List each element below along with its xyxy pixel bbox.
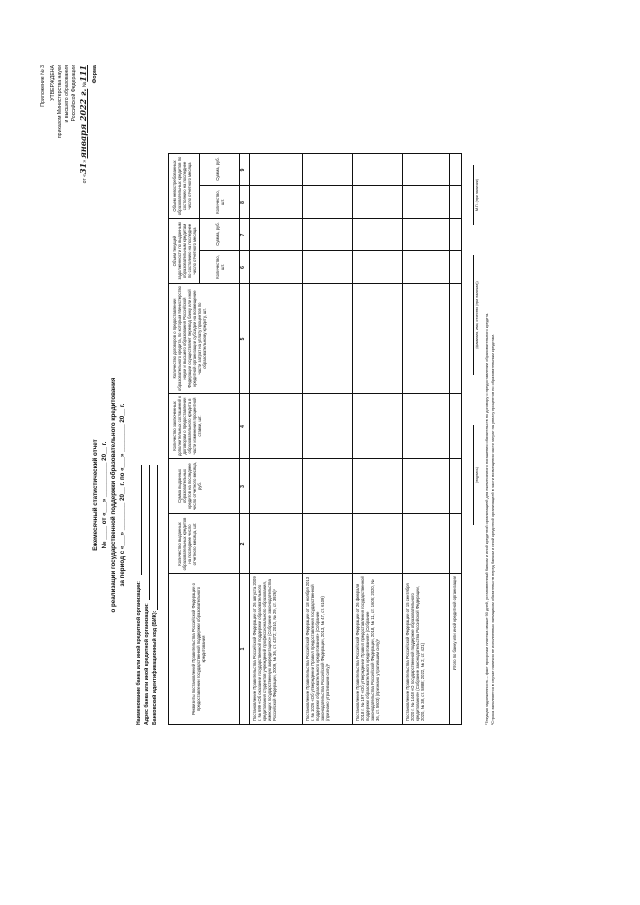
header-group-6: Объем текущей задолженности по выданным образовательным кредитам по состоянию на последнее число отчетного месяца [172, 222, 198, 280]
header-col-1: Реквизиты постановлений Правительства Российской Федерации о предоставлении государственной поддержки образовательного кредитования [191, 583, 207, 715]
col-divider [169, 573, 461, 574]
col-number-2: 2 [240, 542, 246, 546]
bank-name-underline [141, 465, 142, 575]
table-row-1-label: Постановление Правительства Российской Федерации от 26 августа 2009 г. № 699 «Об оказании государственной поддержки образовательного кредитования студентов учреждений профессионального образования, имеющих государственную аккредитацию» (Собрание законодательства Российской Федерации, 2009, № 36, ст. 4372; 2010, № 29, ст. 3926)¹ [252, 576, 278, 721]
header-col-5: Количество договоров о предоставлении образовательного кредита, по которым Министерство науки и высшего образования Российской Федерации осуществляет перевод банку или иной кредитной организации субсидии на возмещение части затрат на уплату процентов по образовательному кредиту, шт. [172, 286, 208, 391]
bank-fields [135, 465, 159, 725]
bik-label: Банковский идентификационный код (БИК): [152, 610, 159, 725]
footnotes [484, 125, 496, 725]
handwritten-month-year: января 2022 г. [78, 88, 89, 159]
order-line-2: и высшего образования [64, 65, 71, 123]
col-number-7: 7 [240, 233, 246, 237]
title-line-3: о реализации государственной поддержки образовательного кредитования [109, 377, 117, 613]
subheader-sum-9: Сумма, руб. [215, 157, 220, 181]
title-line-1: Ежемесячный статистический отчет [92, 439, 99, 551]
header-col-4: Количество заключенных дополнительных соглашений к договорам о предоставлении образовательного кредита в части изменения процентной ставки, шт. [172, 396, 203, 456]
handwritten-day: 31 [78, 162, 89, 174]
subheader-sum-7: Сумма, руб. [215, 222, 220, 246]
signature-line [473, 425, 474, 525]
table-total-label: Итого по банку или иной кредитной организации [452, 576, 457, 671]
col-number-9: 9 [240, 168, 246, 172]
fio-caption: (фамилия, имя, отчество (при наличии)) [475, 281, 479, 349]
title-line-4: за период с «___» ________ 20__ г. по «___» ________ 20__ г. [118, 403, 126, 587]
appendix-block [40, 65, 89, 205]
row-line [302, 154, 303, 724]
header-col-3: Сумма выданных образовательных кредитов на последнее число отчетного месяца, руб. [177, 461, 203, 511]
date-mid: » [82, 159, 89, 163]
table-row-3-label: Постановление Правительства Российской Федерации от 26 февраля 2018 г. № 197 «Об утверждении Правил предоставления государственной поддержки образовательного кредитования» (Собрание законодательства Российской Федерации, 2018, № 11, ст. 1605; 2020, № 36, ст. 5603) (признано утратившим силу)² [355, 576, 381, 721]
bank-name-label: Наименование банка или иной кредитной организации: [136, 581, 142, 725]
col-number-4: 4 [240, 425, 246, 428]
subheader-count-8: Количество, шт. [215, 190, 226, 214]
bank-address-label: Адрес банка или иной кредитной организации: [144, 603, 151, 725]
table-row-2-label: Постановление Правительства Российской Федерации от 18 ноября 2013 г. № 1026 «Об утверждении Правил предоставления государственной поддержки образовательного кредитования» (Собрание законодательства Российской Федерации, 2013, № 47, ст. 6109) (признано утратившим силу)² [305, 576, 331, 721]
stamp-caption: М.П. (при наличии) [475, 179, 479, 211]
col-number-6: 6 [240, 266, 246, 269]
bank-address-underline [149, 465, 150, 600]
group-header-divider [199, 154, 200, 284]
col-number-1: 1 [240, 647, 246, 651]
stamp-line [473, 165, 474, 225]
form-label: Форма [92, 65, 98, 84]
order-date-line [78, 65, 89, 205]
appendix-number: Приложение № 3 [40, 65, 46, 107]
row-line [352, 154, 353, 724]
row-line [449, 154, 450, 724]
report-title [92, 315, 128, 675]
title-line-2: № ____ от «___» __________ 20__ г. [100, 441, 108, 549]
date-prefix: от « [82, 173, 89, 184]
header-group-8: Объем невострeбованных образовательных кредитов по состоянию на последнее число отчетного месяца [172, 156, 193, 216]
footnote-2: ²Строка заполняется в случае наличия не исполненных заемщиком обязательств перед банком и иной кредитной организацией в части возмещения части затрат на уплату процентов по образовательным кредитам. [489, 333, 495, 725]
col-number-5: 5 [240, 337, 246, 341]
footnote-1: ¹Текущая задолженность – факт просрочки платежа свыше 90 дней, установленный банком и иной кредитной организацией для ежемесячного погашения обязательств по договору о предоставлении образовательного кредита. [484, 312, 489, 725]
subheader-count-6: Количество, шт. [215, 255, 226, 279]
handwritten-number: 111 [78, 65, 89, 82]
order-line-3: Российской Федерации [71, 65, 78, 122]
col-divider [169, 218, 461, 219]
fio-line [473, 255, 474, 375]
approved-label: УТВЕРЖДЕНА [50, 65, 57, 101]
bik-underline [157, 465, 158, 610]
col-number-8: 8 [240, 201, 246, 204]
table-row-4-label: Постановление Правительства Российской Федерации от 15 сентября 2020 г. № 1448 «О государственной поддержке образовательного кредитования» (Собрание законодательства Российской Федерации, 2020, № 38, ст. 5888; 2022, № 2, ст. 421) [405, 583, 426, 721]
col-divider [169, 458, 461, 459]
col-divider [169, 513, 461, 514]
report-table [168, 153, 462, 725]
col-divider [169, 283, 461, 284]
order-line-1: приказом Министерства науки [57, 65, 64, 139]
col-number-3: 3 [240, 485, 246, 488]
col-divider [169, 393, 461, 394]
header-bottom-line [239, 154, 240, 724]
number-prefix: № [82, 81, 89, 88]
numbers-row-line [249, 154, 250, 724]
header-col-2: Количество выданных образовательных кредитов на последнее число отчетного месяца, шт. [177, 517, 198, 571]
row-line [402, 154, 403, 724]
signature-caption: (подпись) [475, 467, 479, 483]
